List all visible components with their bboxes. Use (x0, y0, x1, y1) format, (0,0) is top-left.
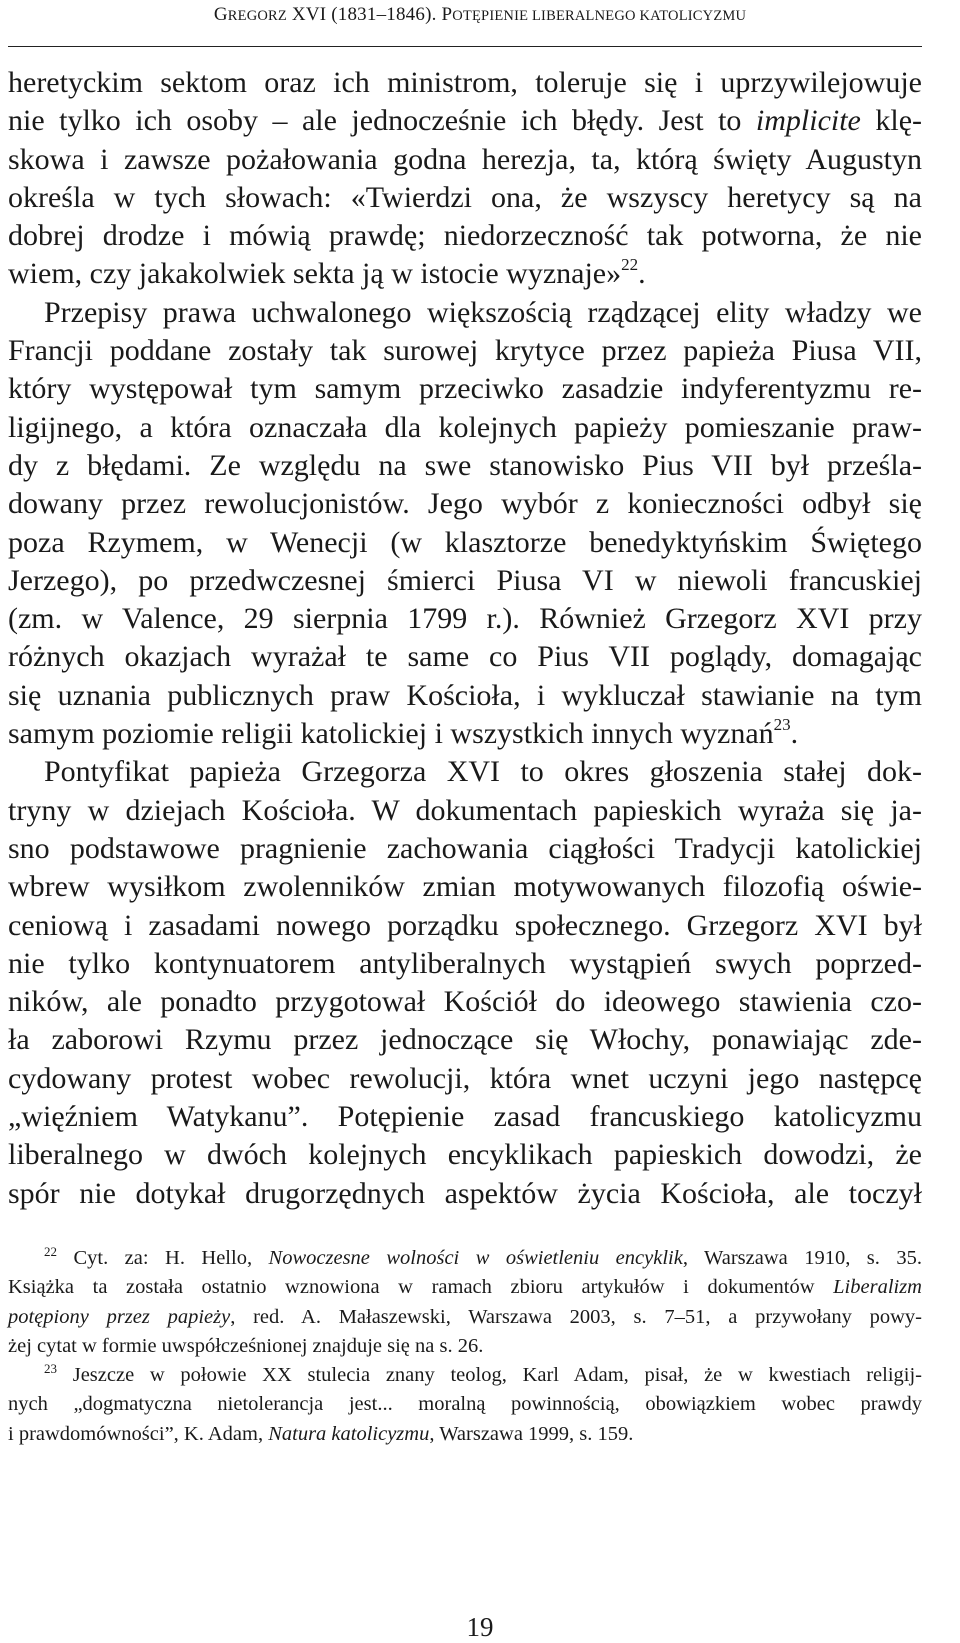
footnotes (8, 1244, 922, 1449)
text-line: ligijnego, a która oznaczała dla kolejnych papieży pomieszanie praw- (8, 410, 922, 444)
text-line: heretyckim sektom oraz ich ministrom, toleruje się i uprzywilejowuje (8, 66, 922, 99)
footnote-line: $^{22}$ Cyt. za: H. Hello, Nowoczesne wolności w oświetleniu encyklik, Warszawa 1910, s. 35. (44, 1244, 922, 1269)
footnote-number: 23 (44, 1361, 57, 1377)
text-line: który występował tym samym przeciwko zasadzie indyferentyzmu re- (8, 372, 922, 406)
footnote-ref: 22 (621, 255, 639, 275)
text-line: sno podstawowe pragnienie zachowania ciągłości Tradycji katolickiej (8, 831, 922, 865)
text-line: ła zaborowi Rzymu przez jednoczące się Włochy, ponawiając zde- (8, 1023, 922, 1057)
text-line: liberalnego w dwóch kolejnych encyklikach papieskich dowodzi, że (8, 1138, 922, 1172)
footnote-line: $^{23}$ Jeszcze w połowie XX stulecia znany teolog, Karl Adam, pisał, że w kwestiach religij- (44, 1361, 922, 1387)
text-line: różnych okazjach wyrażał te same co Pius VII poglądy, domagając (8, 640, 922, 674)
page-number: 19 (466, 1612, 494, 1642)
footnote-line: i prawdomówności”, K. Adam, Natura katolicyzmu, Warszawa 1999, s. 159. (8, 1422, 634, 1445)
running-header: GREGORZ XVI (1831–1846). POTĘPIENIE LIBERALNEGO KATOLICYZMU (213, 4, 747, 25)
text-line: Pontyfikat papieża Grzegorza XVI to okres głoszenia stałej dok- (44, 755, 922, 789)
text-line: Francji poddane zostały tak surowej krytyce przez papieża Piusa VII, (8, 334, 922, 368)
text-line: (zm. w Valence, 29 sierpnia 1799 r.). Również Grzegorz XVI przy (8, 602, 922, 636)
text-line: wiem, czy jakakolwiek sekta ją w istocie wyznaje»$^{22}$. (8, 255, 646, 291)
text-line: określa w tych słowach: «Twierdzi ona, że wszyscy heretycy są na (8, 180, 922, 214)
footnote-line: nych „dogmatyczna nietolerancja jest... moralną powinnością, obowiązkiem wobec prawdy (8, 1393, 922, 1416)
text-line: Jerzego), po przedwczesnej śmierci Piusa VI w niewoli francuskiej (8, 563, 922, 597)
text-line: „więźniem Watykanu”. Potępienie zasad francuskiego katolicyzmu (8, 1100, 922, 1134)
footnote-line: potępiony przez papieży, red. A. Małaszewski, Warszawa 2003, s. 7–51, a przywołany powy- (8, 1305, 922, 1328)
header-rule (8, 46, 922, 47)
text-line: dy z błędami. Ze względu na swe stanowisko Pius VII był prześla- (8, 448, 922, 482)
text-line: samym poziomie religii katolickiej i wszystkich innych wyznań$^{23}$. (8, 715, 799, 751)
main-text (8, 64, 922, 1213)
text-line: poza Rzymem, w Wenecji (w klasztorze benedyktyńskim Świętego (8, 525, 922, 559)
footnote-number: 22 (44, 1244, 57, 1259)
text-line: ceniową i zasadami nowego porządku społecznego. Grzegorz XVI był (8, 908, 922, 942)
text-line: skowa i zawsze pożałowania godna herezja, ta, którą święty Augustyn (8, 142, 922, 176)
text-line: tryny w dziejach Kościoła. W dokumentach papieskich wyraża się ja- (8, 793, 922, 827)
text-line: dowany przez rewolucjonistów. Jego wybór z konieczności odbył się (8, 487, 922, 521)
text-line: nie tylko kontynuatorem antyliberalnych wystąpień swych poprzed- (8, 946, 922, 980)
text-line: cydowany protest wobec rewolucji, która wnet uczyni jego następcę (8, 1061, 922, 1095)
text-line: Przepisy prawa uchwalonego większością rządzącej elity władzy we (44, 295, 922, 329)
footnote-ref: 23 (773, 715, 791, 735)
footnote-line: Książka ta została ostatnio wznowiona w ramach zbioru artykułów i dokumentów Liberalizm (8, 1276, 922, 1299)
text-line: ników, ale ponadto przygotował Kościół do ideowego stawienia czo- (8, 985, 922, 1019)
footnote-line: żej cytat w formie uwspółcześnionej znajduje się na s. 26. (8, 1334, 484, 1357)
text-line: nie tylko ich osoby – ale jednocześnie ich błędy. Jest to implicite klę- (8, 104, 923, 138)
text-line: wbrew wysiłkom zwolenników zmian motywowanych filozofią oświe- (8, 870, 922, 904)
text-line: się uznania publicznych praw Kościoła, i wykluczał stawianie na tym (8, 678, 922, 712)
text-line: dobrej drodze i mówią prawdę; niedorzeczność tak potworna, że nie (8, 219, 922, 253)
text-line: spór nie dotykał drugorzędnych aspektów życia Kościoła, ale toczył (8, 1176, 922, 1210)
